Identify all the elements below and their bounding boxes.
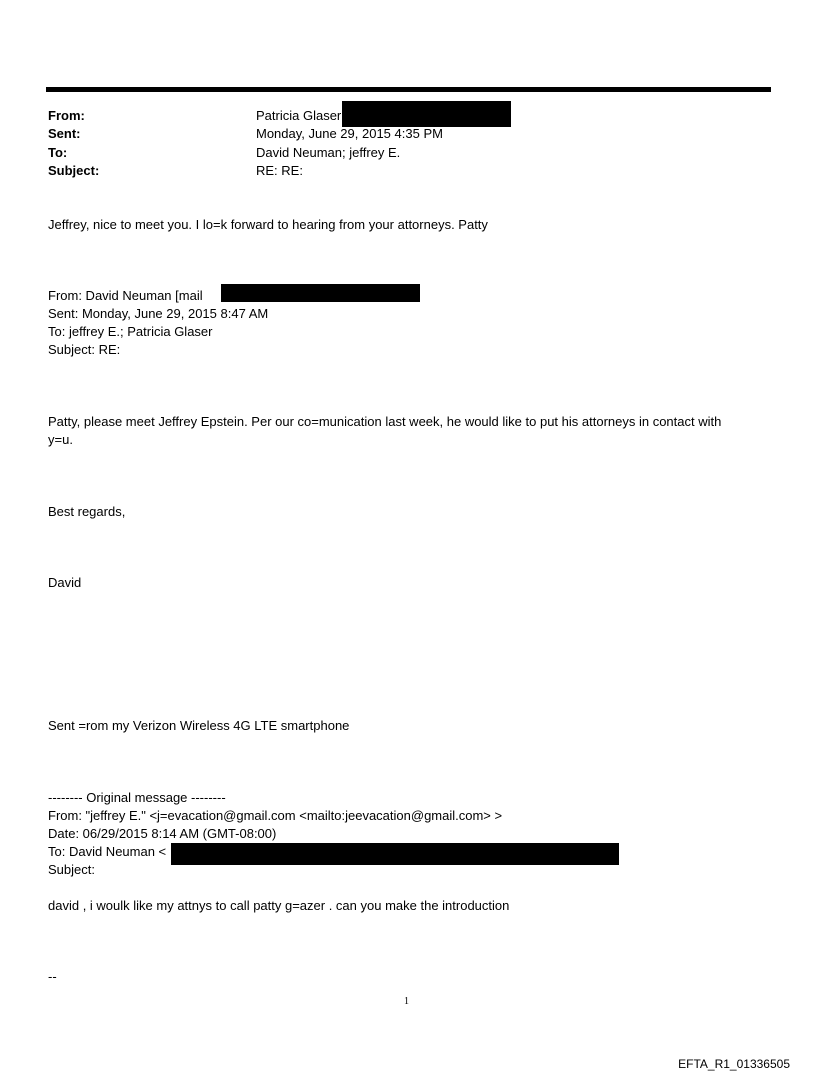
signature-text: David: [48, 575, 82, 590]
redaction-block: [342, 101, 511, 127]
original-to: To: David Neuman <: [48, 844, 167, 859]
signature-dashes: --: [48, 969, 57, 984]
redaction-block: [221, 284, 420, 302]
quoted-subject: Subject: RE:: [48, 342, 121, 357]
reply-text: Jeffrey, nice to meet you. I lo=k forward to hearing from your attorneys. Patty: [48, 217, 488, 232]
sent-from-text: Sent =rom my Verizon Wireless 4G LTE smartphone: [48, 718, 350, 733]
to-value: David Neuman; jeffrey E.: [256, 145, 401, 160]
from-value: Patricia Glaser: [256, 108, 342, 123]
quoted-paragraph-line: y=u.: [48, 432, 73, 447]
original-subject: Subject:: [48, 862, 95, 877]
header-rule: [46, 87, 771, 92]
page-number: 1: [404, 996, 409, 1007]
original-from: From: "jeffrey E." <j=evacation@gmail.com <mailto:jeevacation@gmail.com> >: [48, 808, 503, 823]
original-body: david , i woulk like my attnys to call patty g=azer . can you make the introduction: [48, 898, 510, 913]
quoted-paragraph-line: Patty, please meet Jeffrey Epstein. Per our co=munication last week, he would like to put his attorneys in contact with: [48, 414, 722, 429]
subject-value: RE: RE:: [256, 163, 303, 178]
original-message-separator: -------- Original message --------: [48, 790, 226, 805]
redaction-block: [171, 843, 619, 865]
quoted-to: To: jeffrey E.; Patricia Glaser: [48, 324, 213, 339]
original-date: Date: 06/29/2015 8:14 AM (GMT-08:00): [48, 826, 277, 841]
quoted-from: From: David Neuman [mail: [48, 288, 203, 303]
subject-label: Subject:: [48, 163, 100, 178]
document-id: EFTA_R1_01336505: [678, 1057, 790, 1071]
to-label: To:: [48, 145, 68, 160]
from-label: From:: [48, 108, 85, 123]
regards-text: Best regards,: [48, 504, 126, 519]
sent-label: Sent:: [48, 126, 81, 141]
sent-value: Monday, June 29, 2015 4:35 PM: [256, 126, 443, 141]
quoted-sent: Sent: Monday, June 29, 2015 8:47 AM: [48, 306, 269, 321]
